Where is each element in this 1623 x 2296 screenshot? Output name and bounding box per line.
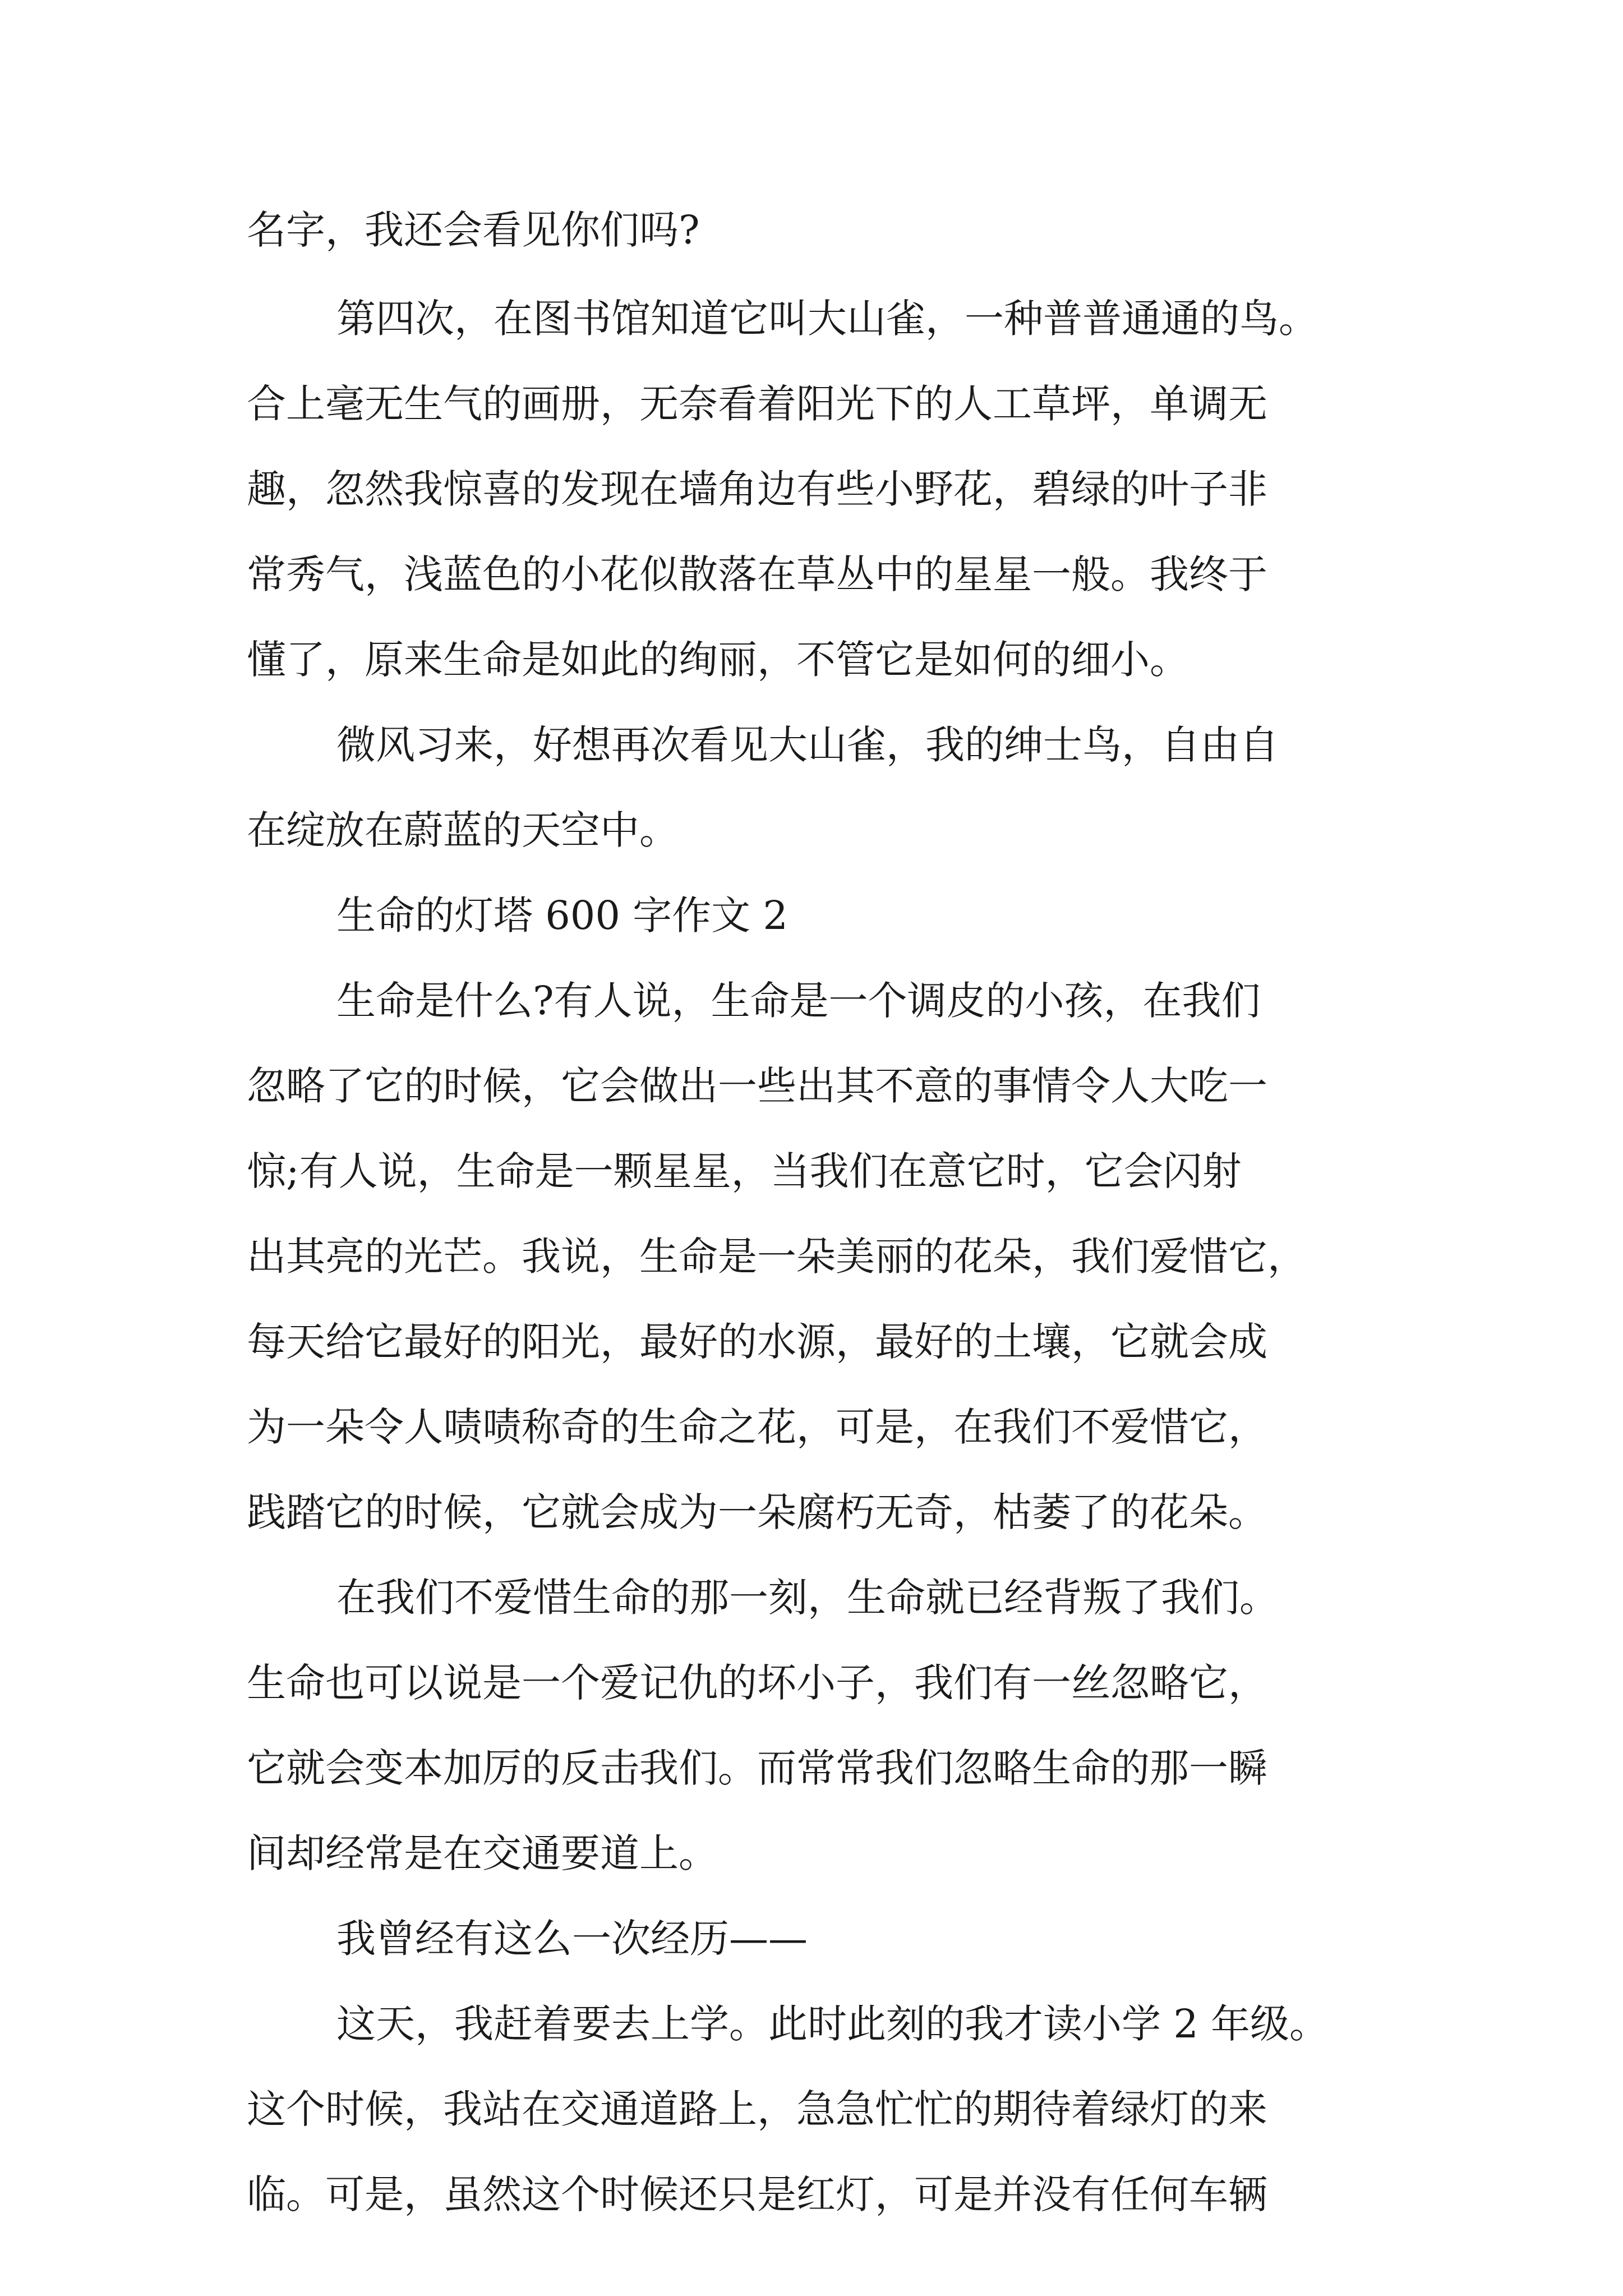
section-heading: 生命的灯塔 600 字作文 2 bbox=[336, 892, 788, 938]
text-line-16: 践踏它的时候，它就会成为一朵腐朽无奇，枯萎了的花朵。 bbox=[247, 1489, 1267, 1535]
text-line-11: 忽略了它的时候，它会做出一些出其不意的事情令人大吃一 bbox=[247, 1063, 1267, 1109]
text-line-3: 合上毫无生气的画册，无奈看着阳光下的人工草坪，单调无 bbox=[247, 381, 1267, 427]
text-line-7: 微风习来，好想再次看见大山雀，我的绅士鸟，自由自 bbox=[336, 722, 1279, 768]
text-line-23: 这个时候，我站在交通道路上，急急忙忙的期待着绿灯的来 bbox=[247, 2086, 1267, 2132]
text-line-12: 惊;有人说，生命是一颗星星，当我们在意它时，它会闪射 bbox=[247, 1148, 1242, 1194]
text-line-22: 这天，我赶着要去上学。此时此刻的我才读小学 2 年级。 bbox=[336, 2001, 1329, 2047]
text-line-24: 临。可是，虽然这个时候还只是红灯，可是并没有任何车辆 bbox=[247, 2171, 1267, 2217]
text-line-14: 每天给它最好的阳光，最好的水源，最好的土壤，它就会成 bbox=[247, 1319, 1267, 1365]
text-line-6: 懂了，原来生命是如此的绚丽，不管它是如何的细小。 bbox=[247, 637, 1189, 683]
text-line-21: 我曾经有这么一次经历—— bbox=[336, 1916, 808, 1962]
text-line-1: 名字，我还会看见你们吗? bbox=[247, 207, 700, 253]
text-line-20: 间却经常是在交通要道上。 bbox=[247, 1830, 718, 1876]
text-line-2: 第四次，在图书馆知道它叫大山雀，一种普普通通的鸟。 bbox=[336, 296, 1318, 342]
text-line-15: 为一朵令人啧啧称奇的生命之花，可是，在我们不爱惜它， bbox=[247, 1404, 1267, 1450]
text-line-5: 常秀气，浅蓝色的小花似散落在草丛中的星星一般。我终于 bbox=[247, 551, 1267, 597]
text-line-10: 生命是什么?有人说，生命是一个调皮的小孩，在我们 bbox=[336, 978, 1261, 1024]
text-line-19: 它就会变本加厉的反击我们。而常常我们忽略生命的那一瞬 bbox=[247, 1745, 1267, 1791]
text-line-13: 出其亮的光芒。我说，生命是一朵美丽的花朵，我们爱惜它， bbox=[247, 1234, 1307, 1280]
text-line-18: 生命也可以说是一个爱记仇的坏小子，我们有一丝忽略它， bbox=[247, 1660, 1267, 1706]
text-line-4: 趣，忽然我惊喜的发现在墙角边有些小野花，碧绿的叶子非 bbox=[247, 466, 1267, 512]
text-line-17: 在我们不爱惜生命的那一刻，生命就已经背叛了我们。 bbox=[336, 1575, 1279, 1621]
text-line-8: 在绽放在蔚蓝的天空中。 bbox=[247, 807, 679, 853]
